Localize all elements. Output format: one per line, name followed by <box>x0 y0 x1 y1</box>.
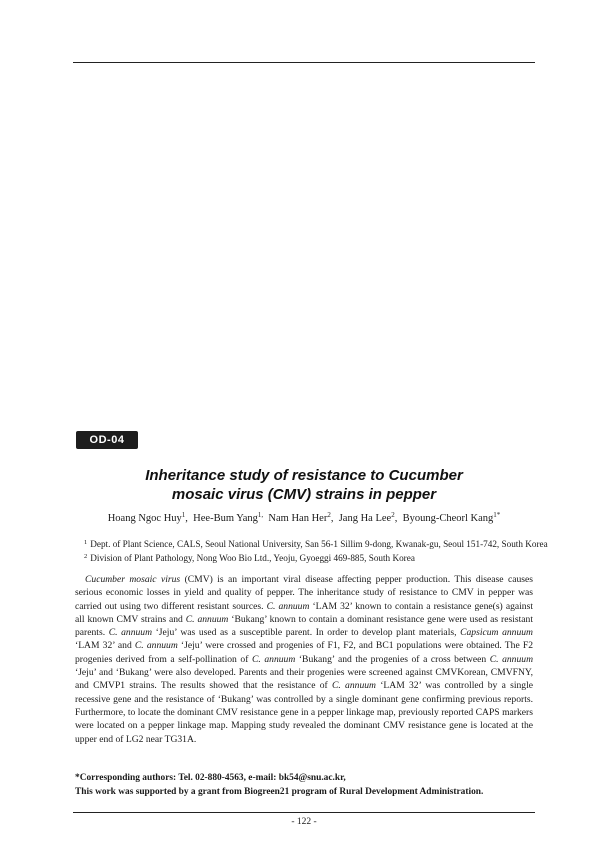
author-list: Hoang Ngoc Huy$^1$, Hee-Bum Yang$^{1,}$ Nam Han Her$^2$, Jang Ha Lee$^2$, Byoung-Cheorl Kang$^{1*}$ <box>107 511 501 524</box>
author-affil-mark: 2 <box>327 511 331 519</box>
abstract-text-run: (CMV) is an important viral disease affecting pepper production. This disease causes serious economic losses in yield and quality of pepper. The inheritance study of resistance to CMV in pepper was carried out using two different resistant sources. <box>75 574 533 612</box>
abstract-text-run: ‘Jeju’ was used as a susceptible parent. In order to develop plant materials, <box>152 627 461 639</box>
abstract-text-run: ‘Jeju’ and ‘Bukang’ were also developed. Parents and their progenies were screened against CMVKorean, CMVFNY, and CMVP1 strains. The results showed that the resistance of <box>75 667 533 692</box>
affiliation-text: Dept. of Plant Science, CALS, Seoul National University, San 56-1 Sillim 9-dong, Kwanak-gu, Seoul 151-742, South Korea <box>90 539 548 549</box>
page-number: - 122 - <box>291 817 317 827</box>
author-name: Jang Ha Lee <box>338 513 392 524</box>
abstract-italic-term: C. annuum <box>489 653 533 665</box>
abstract-italic-term: C. annuum <box>331 680 376 692</box>
affiliations <box>84 537 548 565</box>
affiliation-mark: 2 <box>84 553 88 560</box>
session-badge <box>76 431 138 449</box>
author-affil-mark: 1 <box>181 511 186 519</box>
session-badge-label: OD-04 <box>89 434 125 446</box>
abstract-italic-term: C. annuum <box>266 600 310 612</box>
author-name: Byoung-Cheorl Kang <box>402 513 494 524</box>
affiliation-1 <box>84 537 548 551</box>
author-affil-mark: 2 <box>391 511 395 519</box>
bottom-rule <box>73 812 535 813</box>
abstract-italic-term: Cucumber mosaic virus <box>85 574 181 585</box>
abstract-italic-term: C. annuum <box>134 640 178 652</box>
abstract-text-run: ‘Jeju’ were crossed and progenies of F1, F2, and BC1 populations were obtained. The F2 progenies derived from a self-pollination of <box>75 640 534 665</box>
top-rule <box>73 62 535 63</box>
abstract-text-run: ‘Bukang’ and the progenies of a cross between <box>295 653 490 665</box>
author-name: Hoang Ngoc Huy <box>107 513 182 524</box>
paper-title-line-1: Inheritance study of resistance to Cucumber <box>145 467 463 484</box>
author-name: Nam Han Her <box>268 513 328 524</box>
affiliation-2 <box>84 551 544 565</box>
funding-note: This work was supported by a grant from Biogreen21 program of Rural Development Administration. <box>75 787 484 797</box>
affiliation-mark: 1 <box>84 539 88 546</box>
abstract-body <box>75 573 533 746</box>
paper-title <box>73 466 535 504</box>
abstract-text-run: ‘LAM 32’ was controlled by a single recessive gene and the resistance of ‘Bukang’ was controlled by a single dominant gene confirming previous reports. Furthermore, to locate the dominant CMV resistance gene in a pepper linkage map, previously reported CAPS markers were located on a pepper linkage map. Mapping study revealed the dominant CMV resistance gene is located at the upper end of LG2 near TG31A. <box>75 680 534 745</box>
affiliation-text: Division of Plant Pathology, Nong Woo Bio Ltd., Yeoju, Gyoeggi 469-885, South Korea <box>90 553 415 563</box>
author-affil-mark: 1, <box>257 511 264 519</box>
abstract-text-run: ‘Bukang’ known to contain a dominant resistance gene were used as resistant parents. <box>75 613 534 639</box>
paper-title-line-2: mosaic virus (CMV) strains in pepper <box>171 486 437 503</box>
author-name: Hee-Bum Yang <box>193 513 258 524</box>
footnotes <box>75 771 535 799</box>
abstract-italic-term: Capsicum annuum <box>460 627 533 639</box>
abstract-text-run: ‘LAM 32’ known to contain a resistance gene(s) against all known CMV strains and <box>75 600 533 625</box>
abstract-italic-term: C. annuum <box>252 653 296 665</box>
corresponding-author-note: *Corresponding authors: Tel. 02-880-4563, e-mail: bk54@snu.ac.kr, <box>75 773 346 783</box>
author-affil-mark: 1* <box>493 511 501 519</box>
abstract-text-run: ‘LAM 32’ and <box>75 640 135 652</box>
abstract-italic-term: C. annuum <box>108 627 153 639</box>
abstract-italic-term: C. annuum <box>185 613 229 625</box>
